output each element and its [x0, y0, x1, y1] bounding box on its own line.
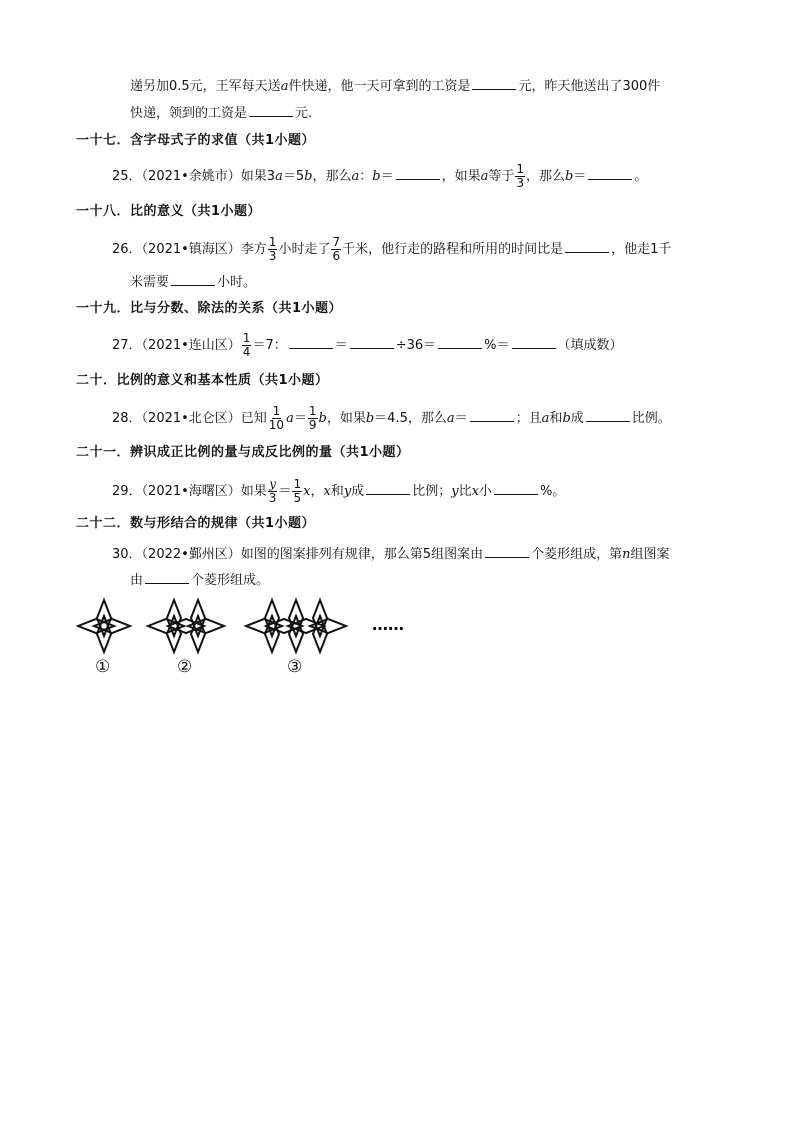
fraction: $\frac{y}{3}$ — [268, 477, 277, 505]
section-title-20: 二十．比例的意义和基本性质（共1小题） — [76, 373, 329, 388]
answer-blank[interactable] — [171, 273, 215, 286]
answer-blank[interactable] — [438, 336, 482, 349]
rhombus-pattern-figure — [76, 596, 416, 680]
answer-blank[interactable] — [470, 409, 514, 422]
text-line-1: 递另加0.5元，王军每天送a件快递，他一天可拿到的工资是 元，昨天他送出了300件 — [130, 79, 661, 94]
question-26: 26．（2021•镇海区）李方 $\frac{1}{3}$ 小时走了 $\frac{7}{6}$ 千米，他行走的路程和所用的时间比是 ，他走1千 — [112, 235, 672, 263]
pattern-group-3 — [246, 600, 346, 652]
answer-blank[interactable] — [396, 167, 440, 180]
answer-blank[interactable] — [249, 104, 293, 117]
answer-blank[interactable] — [565, 240, 609, 253]
figure-label-3: ③ — [287, 657, 303, 677]
answer-blank[interactable] — [494, 482, 538, 495]
question-30-cont: 由 个菱形组成。 — [130, 573, 270, 588]
answer-blank[interactable] — [145, 571, 189, 584]
answer-blank[interactable] — [366, 482, 410, 495]
question-27: 27．（2021•连山区） $\frac{1}{4}$ ＝7： ＝ ÷36＝ %＝ （填成数） — [112, 331, 623, 359]
fraction: $\frac{1}{10}$ — [268, 404, 285, 432]
answer-blank[interactable] — [512, 336, 556, 349]
answer-blank[interactable] — [350, 336, 394, 349]
pattern-group-2 — [148, 600, 224, 652]
question-29: 29．（2021•海曙区）如果 $\frac{y}{3}$ ＝ $\frac{1}{5}$ x，x和y成 比例；y比x小 %。 — [112, 477, 566, 505]
figure-label-2: ② — [177, 657, 193, 677]
answer-blank[interactable] — [485, 545, 529, 558]
text-line-2: 快递，领到的工资是 元． — [130, 106, 322, 121]
fraction: $\frac{1}{5}$ — [293, 477, 302, 505]
fraction: $\frac{7}{6}$ — [332, 235, 341, 263]
pattern-group-1 — [78, 600, 130, 652]
ellipsis: …… — [372, 615, 404, 634]
answer-blank[interactable] — [586, 409, 630, 422]
section-title-17: 一十七．含字母式子的求值（共1小题） — [76, 133, 316, 148]
section-title-18: 一十八．比的意义（共1小题） — [76, 204, 262, 219]
question-28: 28．（2021•北仑区）已知 $\frac{1}{10}$ a＝ $\frac{1}{9}$ b，如果b＝4.5，那么a＝ ；且a和b成 比例。 — [112, 404, 671, 432]
answer-blank[interactable] — [472, 77, 516, 90]
question-26-cont: 米需要 小时。 — [130, 275, 257, 290]
fraction: $\frac{1}{9}$ — [308, 404, 317, 432]
fraction: $\frac{1}{3}$ — [268, 235, 277, 263]
figure-label-1: ① — [95, 657, 111, 677]
section-title-19: 一十九．比与分数、除法的关系（共1小题） — [76, 301, 343, 316]
answer-blank[interactable] — [588, 167, 632, 180]
answer-blank[interactable] — [289, 336, 333, 349]
section-title-22: 二十二．数与形结合的规律（共1小题） — [76, 516, 316, 531]
question-30: 30．（2022•鄞州区）如图的图案排列有规律，那么第5组图案由 个菱形组成，第n组图案 — [112, 547, 670, 562]
fraction: $\frac{1}{4}$ — [242, 331, 251, 359]
section-title-21: 二十一．辨识成正比例的量与成反比例的量（共1小题） — [76, 445, 410, 460]
fraction: $\frac{1}{3}$ — [516, 162, 525, 190]
question-25: 25．（2021•余姚市）如果3a＝5b，那么a：b＝ ，如果a等于 $\frac{1}{3}$ ，那么b＝ 。 — [112, 162, 648, 190]
